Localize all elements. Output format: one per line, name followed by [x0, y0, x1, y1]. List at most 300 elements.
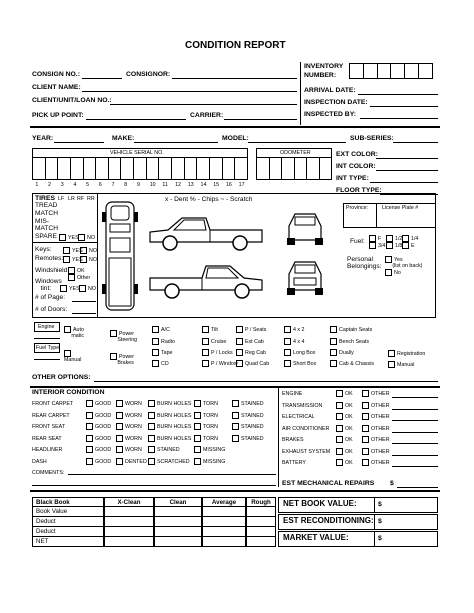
- checkbox[interactable]: [336, 459, 343, 466]
- interior-row-label: DASH: [32, 458, 47, 465]
- checkbox-label: GOOD: [95, 400, 112, 407]
- option-a-c[interactable]: [152, 326, 170, 333]
- fuel-quarter[interactable]: 1/4: [402, 235, 418, 242]
- interior-rear-carpet-good[interactable]: [86, 412, 111, 419]
- checkbox[interactable]: [330, 360, 337, 367]
- fuel-eighth[interactable]: 1/8: [386, 242, 402, 249]
- spare-yes[interactable]: YES: [59, 234, 79, 241]
- fuel-type-field[interactable]: [34, 359, 60, 360]
- checkbox-label: Bench Seats: [339, 338, 370, 345]
- recon-dollar[interactable]: $: [378, 518, 382, 525]
- sub-series-field[interactable]: [393, 142, 438, 143]
- interior-headliner-worn[interactable]: [116, 446, 142, 453]
- checkbox-label: TORN: [203, 435, 218, 442]
- section-rule: [30, 126, 440, 128]
- keys-yes[interactable]: YES: [63, 247, 83, 254]
- serial-number-15: 15: [213, 182, 220, 188]
- serial-number-17: 17: [238, 182, 245, 188]
- est-mechanical-field[interactable]: [397, 487, 438, 488]
- checkbox-label: P / Window: [211, 360, 238, 367]
- book-header-1: X-Clean: [104, 497, 154, 507]
- checkbox[interactable]: [194, 435, 201, 442]
- truck-top-view-icon: [102, 200, 138, 312]
- sub-series-label: SUB-SERIES:: [350, 135, 394, 142]
- option-4-x-2[interactable]: [284, 326, 304, 333]
- fuel-type-label: Fuel Type: [36, 345, 60, 351]
- interior-rear-seat-stained[interactable]: [232, 435, 264, 442]
- checkbox-label: 4 x 4: [293, 338, 305, 345]
- checkbox[interactable]: [362, 459, 369, 466]
- interior-dash-dented[interactable]: [116, 458, 147, 465]
- checkbox[interactable]: [284, 326, 291, 333]
- mechanical-other-field[interactable]: [392, 443, 438, 444]
- odometer-boxes[interactable]: [256, 157, 332, 180]
- mechanical-ok[interactable]: [336, 402, 353, 409]
- option-reg-cab[interactable]: [236, 349, 266, 356]
- checkbox[interactable]: [152, 326, 159, 333]
- checkbox-label: CD: [161, 360, 169, 367]
- checkbox[interactable]: [116, 412, 123, 419]
- interior-rear-seat-burn-holes[interactable]: [148, 435, 191, 442]
- checkbox[interactable]: [116, 458, 123, 465]
- interior-rear-carpet-torn[interactable]: [194, 412, 218, 419]
- year-label: YEAR:: [32, 135, 54, 142]
- option-bench-seats[interactable]: [330, 338, 369, 345]
- fuel-f[interactable]: F: [369, 235, 381, 242]
- book-row-label: NET: [32, 536, 104, 547]
- belongings-no[interactable]: No: [385, 269, 401, 276]
- checkbox[interactable]: [236, 326, 243, 333]
- checkbox-label: Tape: [161, 349, 173, 356]
- manual-option[interactable]: Manual: [64, 350, 81, 363]
- checkbox-label: BURN HOLES: [157, 412, 192, 419]
- truck-side-view-right-icon: [148, 260, 264, 302]
- mechanical-other-field[interactable]: [392, 455, 438, 456]
- option-long-box[interactable]: [284, 349, 315, 356]
- checkbox[interactable]: [362, 390, 369, 397]
- interior-row-label: FRONT SEAT: [32, 424, 66, 430]
- vehicle-serial-boxes[interactable]: [32, 157, 248, 180]
- checkbox-label: OTHER: [371, 425, 390, 432]
- engine-label: Engine: [38, 324, 55, 330]
- interior-rear-carpet-burn-holes[interactable]: [148, 412, 191, 419]
- book-row-label: Book Value: [32, 506, 104, 517]
- book-value-cell[interactable]: [246, 536, 276, 547]
- year-field[interactable]: [54, 142, 104, 143]
- serial-number-13: 13: [187, 182, 194, 188]
- mechanical-ok[interactable]: [336, 425, 353, 432]
- int-color-field[interactable]: [376, 170, 438, 171]
- checkbox[interactable]: [148, 458, 155, 465]
- int-color-label: INT COLOR:: [336, 163, 376, 170]
- serial-number-10: 10: [149, 182, 156, 188]
- est-recon-label: EST RECONDITIONING:: [283, 516, 374, 525]
- option-cab-chassis[interactable]: [330, 360, 374, 367]
- mechanical-other[interactable]: [362, 390, 390, 397]
- truck-side-view-left-icon: [148, 212, 264, 254]
- option-radio[interactable]: [152, 338, 175, 345]
- serial-number-9: 9: [137, 182, 140, 188]
- mechanical-row-label: EXHAUST SYSTEM: [282, 448, 331, 455]
- mechanical-row-label: BATTERY: [282, 460, 306, 466]
- num-pages-field[interactable]: [72, 301, 96, 302]
- option-tape[interactable]: [152, 349, 173, 356]
- remotes-label: Remotes:: [35, 255, 64, 262]
- model-label: MODEL:: [222, 135, 249, 142]
- interior-divider: [278, 387, 279, 487]
- checkbox[interactable]: [362, 436, 369, 443]
- interior-front-seat-stained[interactable]: [232, 423, 264, 430]
- interior-front-seat-worn[interactable]: [116, 423, 142, 430]
- remotes-yes[interactable]: YES: [63, 256, 83, 263]
- mechanical-other[interactable]: [362, 459, 390, 466]
- checkbox-label: Reg Cab: [245, 349, 266, 356]
- make-field[interactable]: [134, 142, 218, 143]
- fuel-half[interactable]: 1/2: [386, 235, 402, 242]
- checkbox[interactable]: [194, 458, 201, 465]
- checkbox-label: OTHER: [371, 413, 390, 420]
- book-value-cell[interactable]: [104, 536, 154, 547]
- checkbox[interactable]: [284, 338, 291, 345]
- checkbox[interactable]: [202, 338, 209, 345]
- mechanical-ok[interactable]: [336, 390, 353, 397]
- interior-dash-missing[interactable]: [194, 458, 225, 465]
- checkbox[interactable]: [116, 435, 123, 442]
- manual2-option[interactable]: Manual: [388, 361, 414, 368]
- interior-rear-carpet-stained[interactable]: [232, 412, 264, 419]
- checkbox[interactable]: [336, 425, 343, 432]
- serial-number-3: 3: [60, 182, 64, 188]
- mechanical-other-field[interactable]: [392, 432, 438, 433]
- checkbox[interactable]: [148, 400, 155, 407]
- consignor-label: CONSIGNOR:: [126, 71, 171, 78]
- interior-rear-seat-worn[interactable]: [116, 435, 142, 442]
- serial-number-11: 11: [162, 182, 168, 188]
- mechanical-ok[interactable]: [336, 448, 353, 455]
- interior-rear-carpet-worn[interactable]: [116, 412, 142, 419]
- option-quad-cab[interactable]: [236, 360, 269, 367]
- interior-headliner-good[interactable]: [86, 446, 111, 453]
- book-header-2: Clean: [154, 497, 202, 507]
- checkbox[interactable]: [194, 423, 201, 430]
- checkbox-label: BURN HOLES: [157, 435, 192, 442]
- checkbox-label: Cruise: [211, 338, 227, 345]
- mechanical-ok[interactable]: [336, 413, 353, 420]
- tint-yes[interactable]: YES: [60, 285, 80, 292]
- checkbox[interactable]: [236, 349, 243, 356]
- checkbox[interactable]: [116, 423, 123, 430]
- checkbox[interactable]: [232, 412, 239, 419]
- interior-row-label: REAR SEAT: [32, 435, 62, 442]
- serial-number-2: 2: [48, 182, 51, 188]
- fuel-e[interactable]: E: [402, 242, 415, 249]
- num-pages-label: # of Page:: [35, 294, 66, 301]
- option-captain-seats[interactable]: [330, 326, 372, 333]
- checkbox[interactable]: [202, 349, 209, 356]
- pick-up-point-label: PICK UP POINT:: [32, 112, 84, 119]
- client-unit-field[interactable]: [110, 104, 297, 105]
- checkbox-label: STAINED: [157, 446, 180, 453]
- checkbox-label: MISSING: [203, 458, 226, 465]
- checkbox[interactable]: [152, 338, 159, 345]
- checkbox[interactable]: [336, 436, 343, 443]
- client-name-field[interactable]: [82, 91, 297, 92]
- floor-type-label: FLOOR TYPE:: [336, 187, 382, 194]
- mechanical-other[interactable]: [362, 402, 390, 409]
- consign-no-field[interactable]: [82, 78, 122, 79]
- tread-label: TREAD: [35, 202, 58, 209]
- checkbox-label: TORN: [203, 412, 218, 419]
- tire-rf: RF: [77, 196, 85, 202]
- interior-front-carpet-worn[interactable]: [116, 400, 142, 407]
- option-dually[interactable]: [330, 349, 354, 356]
- checkbox[interactable]: [362, 413, 369, 420]
- tire-rr: RR: [87, 196, 95, 202]
- checkbox-label: A/C: [161, 326, 170, 333]
- checkbox[interactable]: [336, 402, 343, 409]
- checkbox[interactable]: [284, 349, 291, 356]
- nbv-divider: [374, 497, 375, 513]
- checkbox-label: Long Box: [293, 349, 316, 356]
- mechanical-other-field[interactable]: [392, 420, 438, 421]
- model-field[interactable]: [248, 142, 346, 143]
- checkbox[interactable]: [194, 400, 201, 407]
- num-doors-field[interactable]: [72, 313, 96, 314]
- windshield-other[interactable]: Other: [68, 274, 90, 281]
- checkbox[interactable]: [86, 400, 93, 407]
- checkbox[interactable]: [116, 446, 123, 453]
- mechanical-other-field[interactable]: [392, 466, 438, 467]
- serial-number-8: 8: [124, 182, 128, 188]
- carrier-field[interactable]: [224, 119, 297, 120]
- interior-rear-seat-good[interactable]: [86, 435, 111, 442]
- truck-rear-view-icon: [285, 210, 325, 246]
- int-type-label: INT TYPE:: [336, 175, 369, 182]
- option-tilt[interactable]: [202, 326, 218, 333]
- book-value-cell[interactable]: [202, 536, 246, 547]
- nbv-dollar[interactable]: $: [378, 501, 382, 508]
- windshield-ok[interactable]: OK: [68, 267, 85, 274]
- checkbox-label: GOOD: [95, 423, 112, 430]
- checkbox-label: STAINED: [241, 423, 264, 430]
- interior-front-seat-torn[interactable]: [194, 423, 218, 430]
- arrival-date-field[interactable]: [358, 94, 438, 95]
- checkbox-label: Radio: [161, 338, 175, 345]
- checkbox[interactable]: [362, 425, 369, 432]
- fuel-three-quarter[interactable]: 3/4: [369, 242, 385, 249]
- checkbox-label: Dually: [339, 349, 354, 356]
- option-p-seats[interactable]: [236, 326, 266, 333]
- mechanical-other[interactable]: [362, 425, 390, 432]
- tires-divider: [32, 242, 98, 243]
- comments-field-1[interactable]: [68, 474, 276, 475]
- checkbox-label: MISSING: [203, 446, 226, 453]
- tires-label: TIRES: [35, 195, 56, 202]
- checkbox[interactable]: [148, 446, 155, 453]
- checkbox-label: STAINED: [241, 400, 264, 407]
- checkbox-label: OTHER: [371, 448, 390, 455]
- tire-lf: LF: [58, 196, 65, 202]
- checkbox-label: P / Seats: [245, 326, 267, 333]
- book-header-3: Average: [202, 497, 246, 507]
- checkbox-label: WORN: [125, 446, 142, 453]
- power-steering-option[interactable]: Power Steering: [110, 330, 138, 343]
- other-options-label: OTHER OPTIONS:: [32, 374, 91, 381]
- checkbox[interactable]: [330, 349, 337, 356]
- mechanical-other[interactable]: [362, 413, 390, 420]
- registration-option[interactable]: Registration: [388, 350, 425, 357]
- checkbox[interactable]: [86, 458, 93, 465]
- checkbox[interactable]: [330, 338, 337, 345]
- mechanical-ok[interactable]: [336, 436, 353, 443]
- client-unit-label: CLIENT/UNIT/LOAN NO.:: [32, 97, 112, 104]
- checkbox-label: OK: [345, 436, 353, 443]
- comments-field-2[interactable]: [32, 485, 276, 486]
- inventory-number-boxes[interactable]: [349, 63, 433, 79]
- checkbox-label: Quad Cab: [245, 360, 270, 367]
- recon-divider: [374, 514, 375, 530]
- checkbox-label: OTHER: [371, 402, 390, 409]
- serial-number-12: 12: [175, 182, 182, 188]
- mechanical-row-label: BRAKES: [282, 437, 304, 443]
- consignor-field[interactable]: [172, 78, 297, 79]
- ext-color-field[interactable]: [376, 158, 438, 159]
- pick-up-point-field[interactable]: [86, 119, 186, 120]
- option-ext-cab[interactable]: [236, 338, 264, 345]
- consign-no-label: CONSIGN NO.:: [32, 71, 80, 78]
- checkbox[interactable]: [284, 360, 291, 367]
- checkbox[interactable]: [336, 413, 343, 420]
- checkbox-label: WORN: [125, 423, 142, 430]
- checkbox[interactable]: [194, 412, 201, 419]
- interior-headliner-stained[interactable]: [148, 446, 180, 453]
- serial-number-6: 6: [98, 182, 102, 188]
- personal-belongings-label: Personal Belongings:: [347, 256, 382, 270]
- checkbox-label: Short Box: [293, 360, 317, 367]
- book-row-label: Deduct: [32, 516, 104, 527]
- interior-rear-seat-torn[interactable]: [194, 435, 218, 442]
- checkbox[interactable]: [202, 360, 209, 367]
- tire-lr: LR: [68, 196, 75, 202]
- auto-option[interactable]: Auto matic: [64, 326, 85, 339]
- mechanical-ok[interactable]: [336, 459, 353, 466]
- checkbox-label: WORN: [125, 435, 142, 442]
- remotes-no[interactable]: NO: [80, 256, 97, 263]
- truck-front-view-icon: [285, 258, 325, 296]
- checkbox[interactable]: [232, 423, 239, 430]
- mechanical-other[interactable]: [362, 436, 390, 443]
- interior-front-carpet-torn[interactable]: [194, 400, 218, 407]
- interior-heading: INTERIOR CONDITION: [32, 389, 105, 396]
- tint-no[interactable]: NO: [79, 285, 96, 292]
- int-type-field[interactable]: [370, 182, 438, 183]
- checkbox[interactable]: [194, 446, 201, 453]
- checkbox[interactable]: [86, 435, 93, 442]
- checkbox[interactable]: [236, 360, 243, 367]
- license-plate-label: License Plate #: [382, 205, 419, 211]
- checkbox[interactable]: [116, 400, 123, 407]
- interior-front-carpet-good[interactable]: [86, 400, 111, 407]
- checkbox[interactable]: [86, 423, 93, 430]
- interior-dash-scratched[interactable]: [148, 458, 190, 465]
- est-mechanical-dollar: $: [390, 480, 394, 487]
- checkbox-label: GOOD: [95, 458, 112, 465]
- inspection-date-field[interactable]: [370, 106, 438, 107]
- checkbox[interactable]: [152, 360, 159, 367]
- checkbox-label: OTHER: [371, 390, 390, 397]
- keys-label: Keys:: [35, 246, 52, 253]
- checkbox[interactable]: [330, 326, 337, 333]
- option-cd[interactable]: [152, 360, 169, 367]
- mechanical-other-field[interactable]: [392, 397, 438, 398]
- mechanical-row-label: ELECTRICAL: [282, 414, 315, 420]
- power-brakes-option[interactable]: Power Brakes: [110, 353, 135, 366]
- option-4-x-4[interactable]: [284, 338, 304, 345]
- market-value-label: MARKET VALUE:: [283, 533, 349, 542]
- interior-headliner-missing[interactable]: [194, 446, 225, 453]
- interior-front-seat-burn-holes[interactable]: [148, 423, 191, 430]
- section-rule-3: [30, 490, 440, 492]
- checkbox[interactable]: [362, 448, 369, 455]
- interior-front-seat-good[interactable]: [86, 423, 111, 430]
- est-mechanical-label: EST MECHANICAL REPAIRS: [282, 480, 375, 487]
- checkbox[interactable]: [148, 435, 155, 442]
- checkbox-label: OK: [345, 390, 353, 397]
- checkbox-label: Captain Seats: [339, 326, 373, 333]
- checkbox[interactable]: [148, 412, 155, 419]
- other-options-field[interactable]: [94, 381, 438, 382]
- checkbox-label: STAINED: [241, 435, 264, 442]
- inspected-by-field[interactable]: [360, 118, 438, 119]
- option-p-window[interactable]: [202, 360, 238, 367]
- belongings-yes[interactable]: Yes (list on back): [385, 256, 423, 269]
- mechanical-row-label: TRANSMISSION: [282, 402, 323, 409]
- option-p-locks[interactable]: [202, 349, 233, 356]
- checkbox-label: OTHER: [371, 459, 390, 466]
- option-cruise[interactable]: [202, 338, 226, 345]
- checkbox[interactable]: [148, 423, 155, 430]
- spare-no[interactable]: NO: [78, 234, 95, 241]
- option-short-box[interactable]: [284, 360, 316, 367]
- interior-front-carpet-stained[interactable]: [232, 400, 264, 407]
- checkbox[interactable]: [86, 446, 93, 453]
- checkbox-label: STAINED: [241, 412, 264, 419]
- mechanical-other-field[interactable]: [392, 409, 438, 410]
- checkbox[interactable]: [336, 390, 343, 397]
- checkbox[interactable]: [202, 326, 209, 333]
- checkbox[interactable]: [86, 412, 93, 419]
- interior-front-carpet-burn-holes[interactable]: [148, 400, 191, 407]
- mechanical-other[interactable]: [362, 448, 390, 455]
- checkbox[interactable]: [336, 448, 343, 455]
- serial-number-4: 4: [73, 182, 77, 188]
- checkbox-label: OK: [345, 413, 353, 420]
- market-dollar[interactable]: $: [378, 535, 382, 542]
- checkbox[interactable]: [232, 435, 239, 442]
- checkbox[interactable]: [362, 402, 369, 409]
- book-value-cell[interactable]: [154, 536, 202, 547]
- checkbox[interactable]: [236, 338, 243, 345]
- odometer-label: ODOMETER: [280, 150, 311, 156]
- checkbox[interactable]: [232, 400, 239, 407]
- keys-no[interactable]: NO: [80, 247, 97, 254]
- interior-row-label: REAR CARPET: [32, 412, 70, 419]
- engine-field[interactable]: [34, 338, 60, 339]
- net-book-value-label: NET BOOK VALUE:: [283, 499, 357, 508]
- page-title: CONDITION REPORT: [185, 40, 286, 51]
- checkbox[interactable]: [152, 349, 159, 356]
- interior-dash-good[interactable]: [86, 458, 111, 465]
